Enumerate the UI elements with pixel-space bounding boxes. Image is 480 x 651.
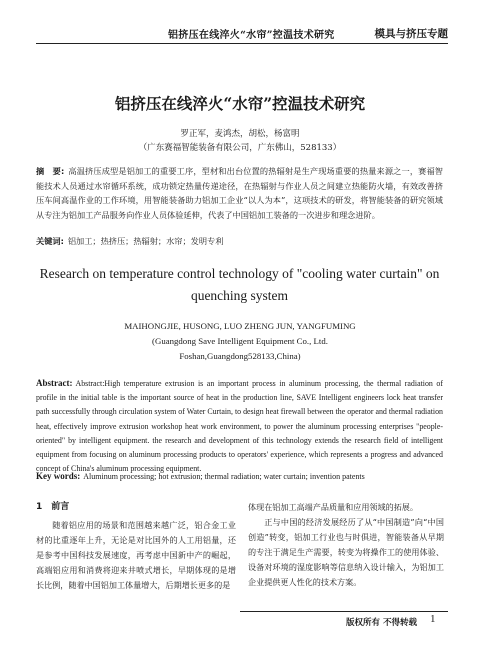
footer-rule bbox=[240, 611, 448, 612]
journal-section: 模具与挤压专题 bbox=[374, 28, 448, 40]
header-rule bbox=[36, 43, 448, 44]
page-number: 1 bbox=[430, 613, 436, 625]
abstract-en bbox=[36, 376, 443, 476]
abstract-cn-text: 高温挤压成型是铝加工的重要工序，型材和出台位置的热辐射是生产现场重要的热量来源之一，赛福智能技术人员通过水帘循环系统，成功锁定热量传递途径，在热辐射与作业人员之间建立热能防火墙，有效改善挤压车间高温作业的工作环境，用智能装备助力铝加工企业“以人为本”，这项技术的研发，将智能装备的研究领域从专注为铝加工产品服务向作业人员体验延伸，代表了中国铝加工装备的一次进步和理念进阶。 bbox=[36, 166, 443, 220]
keywords-en bbox=[36, 471, 443, 481]
keywords-cn-text: 铝加工；热挤压；热辐射；水帘；发明专利 bbox=[67, 236, 224, 246]
body-paragraph: 正与中国的经济发展经历了从“中国制造”向“中国创造”转变，铝加工行业也与时俱进，智能装备从早期的专注于满足生产需要，转变为将操作工的使用体验、设备对环境的湿度影响等信息纳入设计输入，为铝加工企业提供更人性化的技术方案。 bbox=[248, 517, 444, 587]
affiliation-cn: （广东赛福智能装备有限公司，广东佛山，528133） bbox=[138, 143, 342, 153]
authors-cn: 罗正军，麦鸿杰，胡松，杨富明 bbox=[180, 129, 300, 139]
abstract-en-text: Abstract:High temperature extrusion is an important process in aluminum processing, the thermal radiation of profile in the initial table is the important source of heat in the production line, SAVE Intelligent engineers lock heat transfer path successfully through circulation system of Water Curtain, to design heat firewall between the operator and thermal radiation heat, effectively improve extrusion workshop heat work environment, to power the aluminum processing enterprises "people-oriented" by intelligent equipment. the research and development of this technology extends the research field of intelligent equipment from focusing on aluminum processing products to operators' experience, which represents a progress and advanced concept of China's aluminum processing equipment. bbox=[36, 379, 443, 474]
body-left-column bbox=[36, 500, 236, 593]
section-heading-introduction: 1 前言 bbox=[36, 502, 70, 512]
title-en: Research on temperature control technology of "cooling water curtain" on quenching system bbox=[39, 266, 440, 303]
abstract-cn-label: 摘 要: bbox=[36, 166, 65, 176]
abstract-cn bbox=[36, 164, 443, 222]
running-title: 铝挤压在线淬火“水帘”控温技术研究 bbox=[168, 30, 335, 41]
copyright-notice: 版权所有 不得转载 bbox=[346, 618, 417, 628]
keywords-cn bbox=[36, 236, 443, 247]
keywords-en-text: Aluminum processing; hot extrusion; thermal radiation; water curtain; invention patents bbox=[83, 472, 365, 481]
body-paragraph: 随着铝应用的场景和范围越来越广泛，铝合金工业材的比重逐年上升，无论是对比国外的人工用铝量，还是参考中国科技发展速度，再考虑中国新中产的崛起，高端铝应用和消费将迎来井喷式增长，早期体现的是增长比例，随着中国铝加工体量增大，后期增长更多的是 bbox=[36, 520, 236, 590]
affiliation-en-line2: Foshan,Guangdong528133,China) bbox=[179, 351, 301, 361]
title-cn: 铝挤压在线淬火“水帘”控温技术研究 bbox=[114, 94, 366, 113]
abstract-en-label: Abstract: bbox=[36, 378, 73, 388]
keywords-en-label: Key words: bbox=[36, 471, 81, 481]
body-paragraph: 体现在铝加工高端产品质量和应用领域的拓展。 bbox=[248, 502, 418, 512]
page-header bbox=[0, 0, 480, 44]
authors-en: MAIHONGJIE, HUSONG, LUO ZHENG JUN, YANGFUMING bbox=[124, 321, 356, 331]
keywords-cn-label: 关键词: bbox=[36, 236, 64, 246]
body-right-column bbox=[248, 500, 444, 590]
affiliation-en-line1: (Guangdong Save Intelligent Equipment Co., Ltd. bbox=[152, 336, 328, 346]
